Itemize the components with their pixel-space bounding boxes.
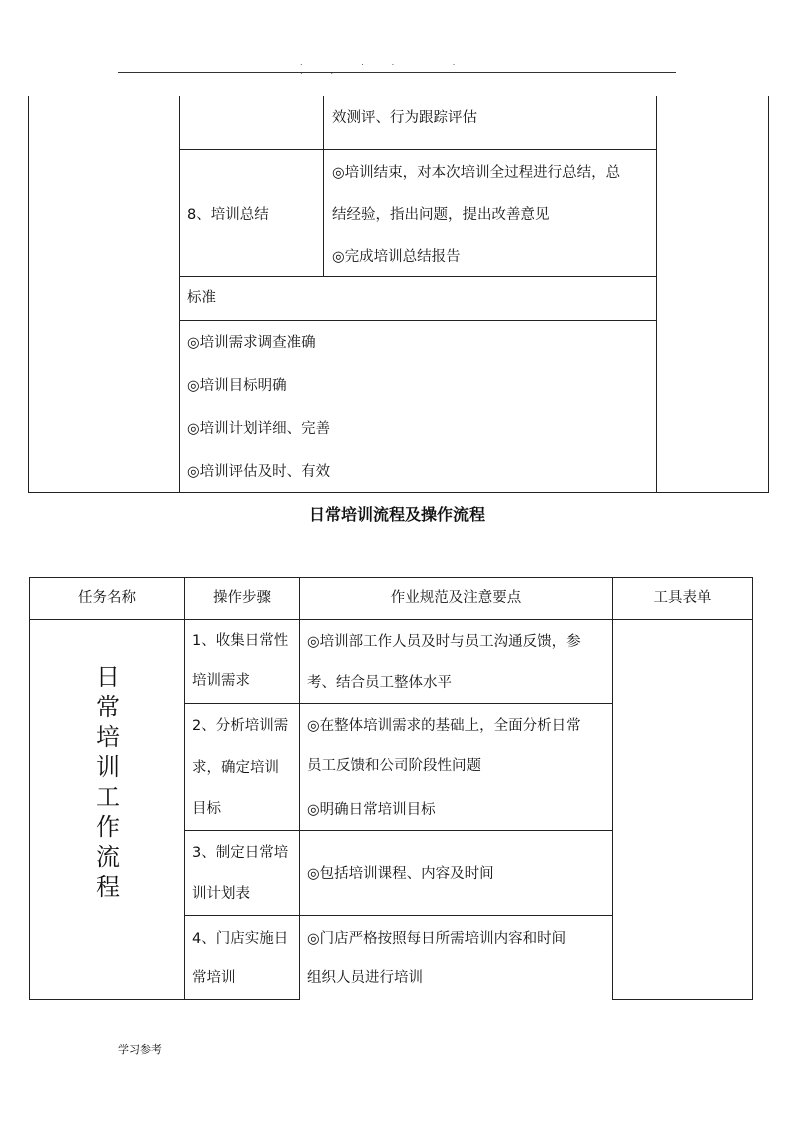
section-title: 日常培训流程及操作流程 bbox=[308, 505, 485, 524]
spec-text: 员工反馈和公司阶段性问题 bbox=[307, 758, 481, 774]
step-text: 培训需求 bbox=[192, 673, 250, 689]
standard-item: ◎培训目标明确 bbox=[187, 378, 287, 394]
step-text: 2、分析培训需 bbox=[192, 718, 289, 734]
header-spec: 作业规范及注意要点 bbox=[390, 590, 522, 606]
step-8-spec-line: ◎培训结束，对本次培训全过程进行总结，总 bbox=[332, 165, 621, 181]
step-8-spec-line: ◎完成培训总结报告 bbox=[332, 249, 461, 265]
standard-item: ◎培训评估及时、有效 bbox=[187, 464, 331, 480]
step-text: 训计划表 bbox=[192, 886, 250, 902]
spec-text: ◎明确日常培训目标 bbox=[307, 802, 436, 818]
standard-label: 标准 bbox=[187, 290, 216, 306]
spec-text: 考、结合员工整体水平 bbox=[307, 675, 452, 691]
spec-text: ◎门店严格按照每日所需培训内容和时间 bbox=[307, 931, 567, 947]
step-text: 常培训 bbox=[192, 970, 236, 986]
step-text: 3、制定日常培 bbox=[192, 845, 289, 861]
step-text: 4、门店实施日 bbox=[192, 931, 289, 947]
task-name-vertical: 日 常 培 训 工 作 流 程 bbox=[96, 663, 120, 901]
spec-text: ◎在整体培训需求的基础上，全面分析日常 bbox=[307, 718, 581, 734]
header-dots: . .. . .. bbox=[300, 58, 484, 76]
spec-text: ◎培训部工作人员及时与员工沟通反馈，参 bbox=[307, 634, 581, 650]
step-8-spec-line: 结经验，指出问题，提出改善意见 bbox=[332, 207, 550, 223]
header-rule bbox=[118, 72, 676, 73]
standard-item: ◎培训需求调查准确 bbox=[187, 335, 316, 351]
header-operation-steps: 操作步骤 bbox=[213, 590, 271, 606]
step-text: 目标 bbox=[192, 801, 221, 817]
step-8-label: 8、培训总结 bbox=[187, 207, 269, 223]
spec-text: ◎包括培训课程、内容及时间 bbox=[307, 866, 494, 882]
step-text: 1、收集日常性 bbox=[192, 633, 289, 649]
footer-note: 学习参考 bbox=[118, 1043, 162, 1056]
continued-row-text: 效测评、行为跟踪评估 bbox=[332, 110, 477, 126]
standard-item: ◎培训计划详细、完善 bbox=[187, 421, 331, 437]
spec-text: 组织人员进行培训 bbox=[307, 970, 423, 986]
header-tool-forms: 工具表单 bbox=[653, 590, 712, 606]
header-task-name: 任务名称 bbox=[78, 590, 136, 606]
step-text: 求，确定培训 bbox=[192, 760, 279, 776]
